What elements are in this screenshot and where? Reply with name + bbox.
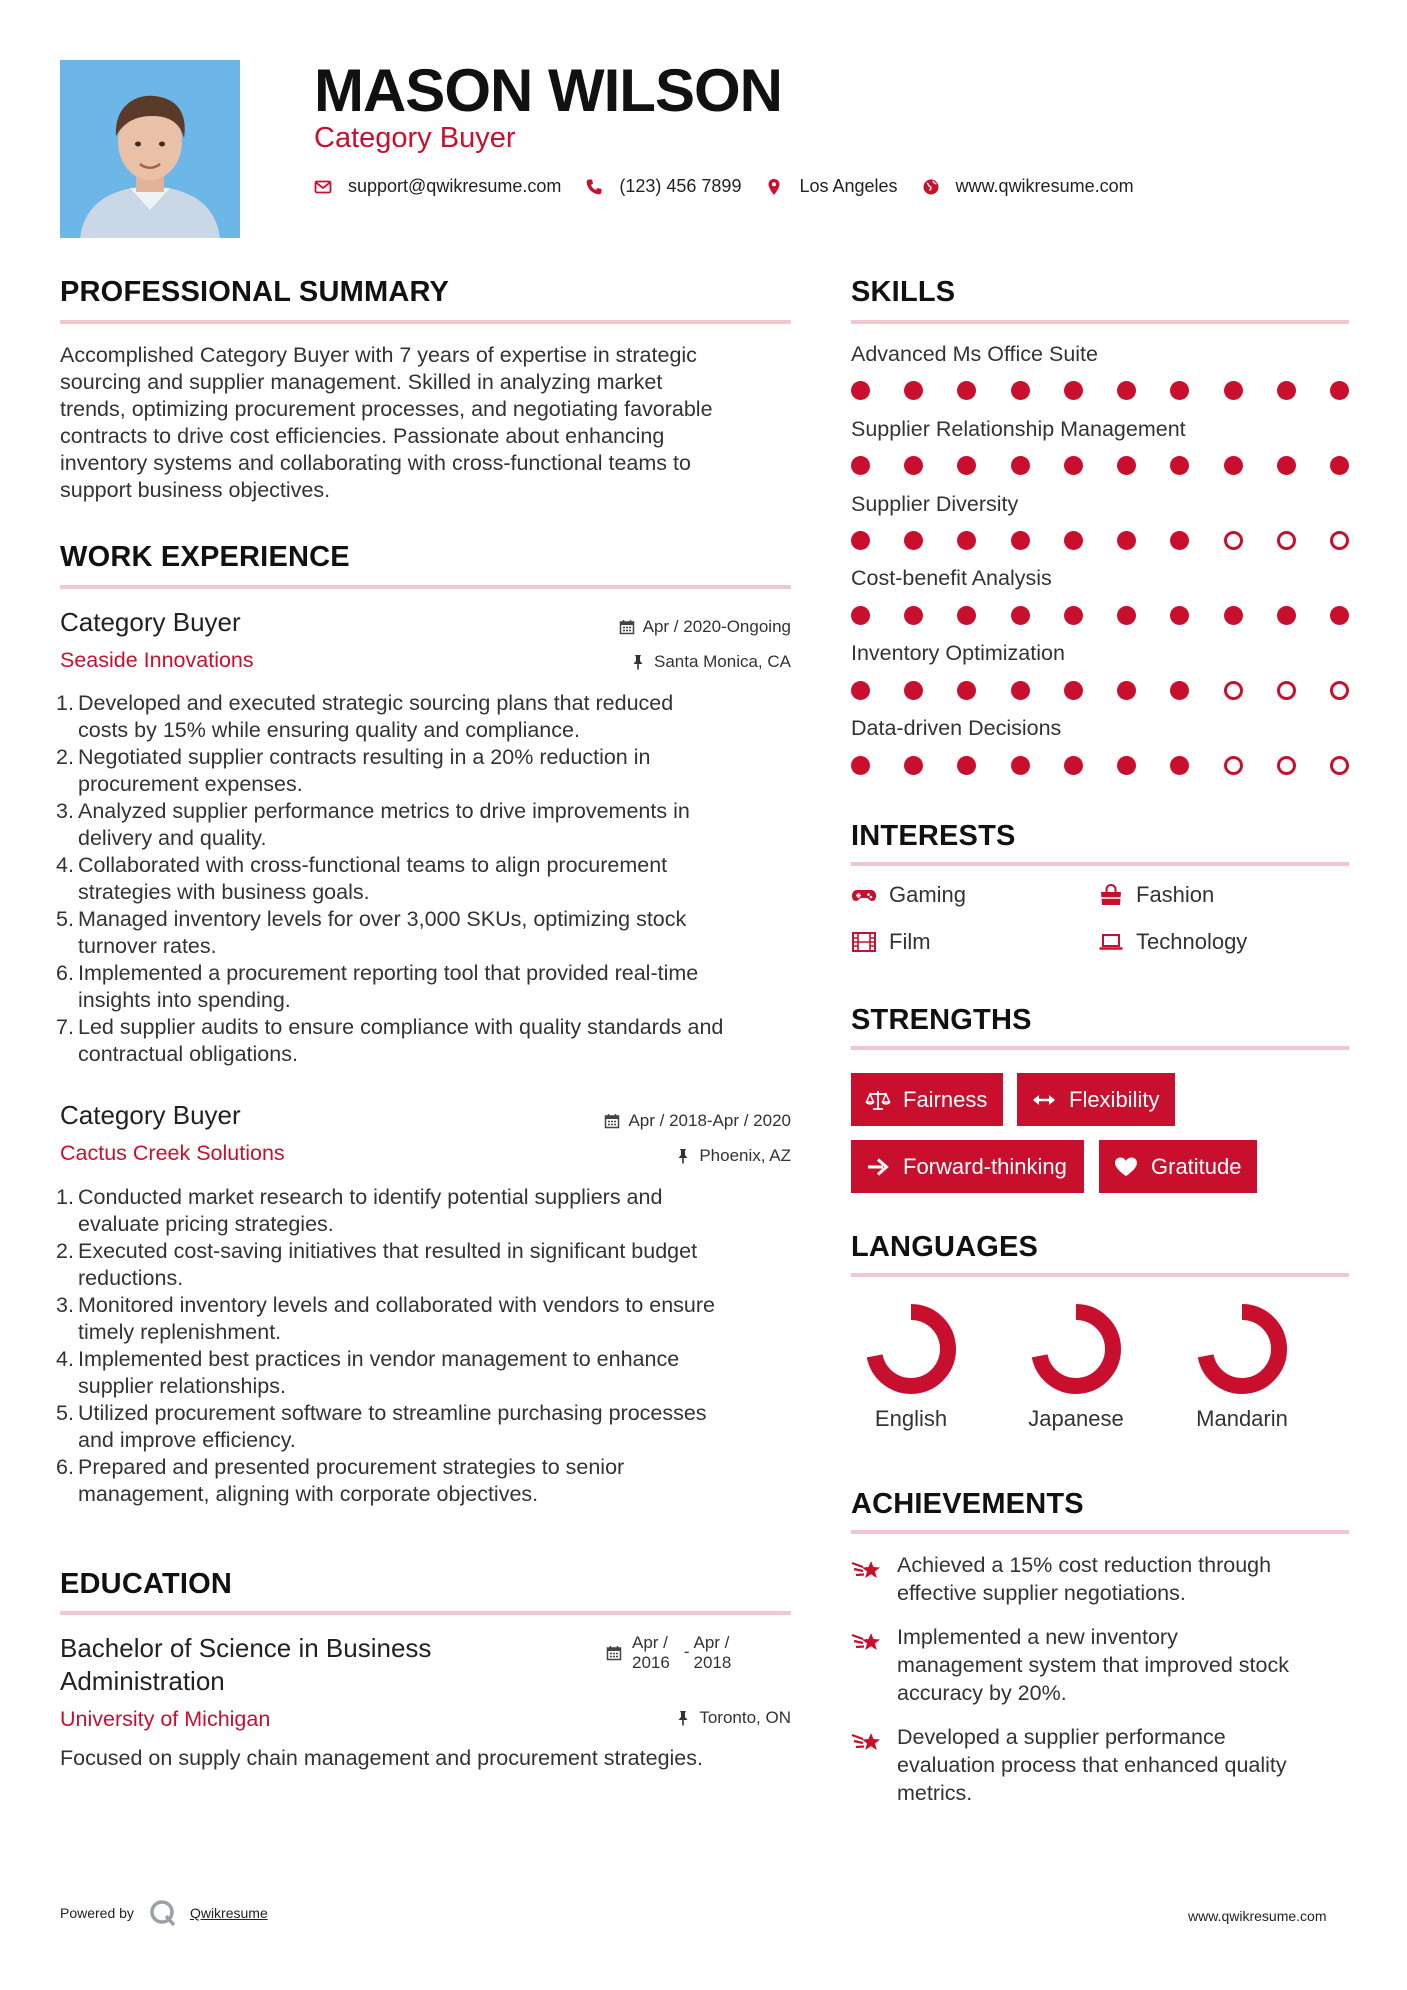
interest-item	[851, 929, 931, 955]
list-number: 2.	[56, 1239, 74, 1263]
rating-dot-filled	[1224, 606, 1243, 625]
list-line: Collaborated with cross-functional teams to align procurement	[78, 853, 668, 877]
list-line: strategies with business goals.	[78, 880, 370, 904]
skill-name: Cost-benefit Analysis	[851, 566, 1052, 590]
language-item	[996, 1300, 1156, 1432]
achievement-text	[897, 1623, 1289, 1707]
section-title-summary: PROFESSIONAL SUMMARY	[60, 276, 450, 308]
list-line: Executed cost-saving initiatives that resulted in significant budget	[78, 1239, 698, 1263]
strength-label: Gratitude	[1151, 1153, 1242, 1179]
job-location-text: Phoenix, AZ	[699, 1146, 791, 1165]
contact-email-text: support@qwikresume.com	[348, 176, 562, 196]
achievement-line: Implemented a new inventory	[897, 1625, 1178, 1649]
strength-label: Forward-thinking	[903, 1153, 1067, 1179]
date-year: 2018	[693, 1653, 732, 1672]
arrow-right-icon	[865, 1156, 891, 1178]
education-location-text: Toronto, ON	[699, 1708, 791, 1727]
language-progress-arc	[1040, 1312, 1113, 1386]
rating-dot-filled	[1277, 606, 1296, 625]
rating-dot-filled	[904, 681, 923, 700]
list-item	[56, 1184, 800, 1238]
strength-label: Fairness	[903, 1086, 988, 1112]
skill-rating	[851, 681, 1349, 701]
achievement-line: evaluation process that enhanced quality	[897, 1753, 1287, 1777]
rating-dot-filled	[957, 381, 976, 400]
achievement-line: management system that improved stock	[897, 1653, 1289, 1677]
skill-name: Advanced Ms Office Suite	[851, 342, 1098, 366]
rating-dot-filled	[957, 756, 976, 775]
pushpin-icon	[675, 1148, 691, 1164]
language-progress-ring	[1027, 1300, 1125, 1398]
globe-icon	[922, 178, 940, 196]
list-number: 5.	[56, 1401, 74, 1425]
skill-rating	[851, 756, 1349, 776]
rating-dot-filled	[1277, 381, 1296, 400]
section-title-experience: WORK EXPERIENCE	[60, 541, 350, 573]
section-divider	[60, 585, 791, 589]
strength-label: Flexibility	[1069, 1086, 1160, 1112]
rating-dot-filled	[904, 456, 923, 475]
list-number: 6.	[56, 1455, 74, 1479]
skill-name: Supplier Relationship Management	[851, 417, 1186, 441]
language-label: English	[874, 1406, 948, 1431]
rating-dot-filled	[851, 681, 870, 700]
rating-dot-filled	[957, 681, 976, 700]
interest-label: Gaming	[889, 882, 967, 907]
list-item	[56, 1014, 800, 1068]
summary-text	[60, 342, 800, 504]
skill-name: Data-driven Decisions	[851, 716, 1062, 740]
list-line: Implemented best practices in vendor management to enhance	[78, 1347, 680, 1371]
list-number: 5.	[56, 907, 74, 931]
list-line: delivery and quality.	[78, 826, 267, 850]
rating-dot-filled	[904, 381, 923, 400]
strength-badge	[851, 1073, 1003, 1126]
rating-dot-filled	[1170, 456, 1189, 475]
list-line: supplier relationships.	[78, 1374, 286, 1398]
list-item	[56, 1346, 800, 1400]
section-title-skills: SKILLS	[851, 276, 956, 308]
list-item	[56, 906, 800, 960]
achievement-line: Achieved a 15% cost reduction through	[897, 1553, 1272, 1577]
profile-photo	[60, 60, 240, 238]
section-divider	[60, 1611, 791, 1615]
degree-line: Administration	[60, 1666, 225, 1696]
list-item	[56, 744, 800, 798]
interest-item	[851, 882, 966, 908]
date-separator: -	[683, 1642, 690, 1661]
education-location	[560, 1708, 791, 1728]
list-line: Prepared and presented procurement strategies to senior	[78, 1455, 625, 1479]
job-title: Category Buyer	[60, 1100, 241, 1130]
achievement-text	[897, 1551, 1271, 1607]
job-bullets	[56, 690, 800, 1068]
list-item	[56, 1454, 800, 1508]
list-line: contractual obligations.	[78, 1042, 298, 1066]
rating-dot-filled	[1011, 606, 1030, 625]
strength-badge	[1099, 1140, 1257, 1193]
list-number: 6.	[56, 961, 74, 985]
list-number: 3.	[56, 799, 74, 823]
rating-dot-empty	[1330, 681, 1349, 700]
language-progress-arc	[1206, 1312, 1279, 1386]
rating-dot-filled	[1064, 606, 1083, 625]
skill-rating	[851, 381, 1349, 401]
section-title-achievements: ACHIEVEMENTS	[851, 1488, 1084, 1520]
job-dates	[540, 1111, 791, 1131]
degree-title	[60, 1632, 431, 1698]
rating-dot-filled	[1064, 681, 1083, 700]
company-name: Cactus Creek Solutions	[60, 1141, 285, 1165]
list-number: 7.	[56, 1015, 74, 1039]
summary-line: support business objectives.	[60, 478, 331, 502]
rating-dot-filled	[1117, 681, 1136, 700]
skill-rating	[851, 531, 1349, 551]
list-line: Developed and executed strategic sourcing plans that reduced	[78, 691, 674, 715]
list-item	[56, 690, 800, 744]
section-divider	[851, 862, 1349, 866]
date-year: 2016	[632, 1653, 670, 1672]
strength-badge	[1017, 1073, 1175, 1126]
powered-by-text: Powered by	[60, 1905, 134, 1921]
rating-dot-empty	[1277, 681, 1296, 700]
shooting-star-icon	[851, 1727, 885, 1757]
list-number: 4.	[56, 853, 74, 877]
section-title-interests: INTERESTS	[851, 820, 1016, 852]
list-line: Monitored inventory levels and collaborated with vendors to ensure	[78, 1293, 716, 1317]
section-title-education: EDUCATION	[60, 1568, 233, 1600]
list-line: turnover rates.	[78, 934, 217, 958]
rating-dot-empty	[1330, 756, 1349, 775]
rating-dot-filled	[1064, 381, 1083, 400]
summary-line: trends, optimizing procurement processes, and negotiating favorable	[60, 397, 713, 421]
date-month: Apr /	[693, 1633, 730, 1652]
section-divider	[851, 1530, 1349, 1534]
footer-website[interactable]: www.qwikresume.com	[1188, 1908, 1327, 1924]
laptop-icon	[1098, 931, 1124, 953]
section-title-languages: LANGUAGES	[851, 1231, 1039, 1263]
rating-dot-empty	[1224, 756, 1243, 775]
rating-dot-filled	[1117, 531, 1136, 550]
job-location-text: Santa Monica, CA	[653, 652, 791, 671]
rating-dot-empty	[1224, 681, 1243, 700]
rating-dot-filled	[1224, 456, 1243, 475]
interest-item	[1098, 882, 1214, 908]
section-title-strengths: STRENGTHS	[851, 1004, 1032, 1036]
summary-line: inventory systems and collaborating with cross-functional teams to	[60, 451, 691, 475]
contact-phone[interactable]	[585, 176, 741, 197]
envelope-icon	[314, 178, 332, 196]
contact-website-text: www.qwikresume.com	[955, 176, 1134, 196]
shopping-bag-icon	[1098, 884, 1124, 906]
contact-website[interactable]	[922, 176, 1134, 197]
rating-dot-filled	[1117, 456, 1136, 475]
language-label: Mandarin	[1196, 1406, 1288, 1431]
rating-dot-filled	[1170, 381, 1189, 400]
education-description: Focused on supply chain management and procurement strategies.	[60, 1746, 703, 1770]
list-line: procurement expenses.	[78, 772, 303, 796]
pushpin-icon	[675, 1710, 691, 1726]
list-line: timely replenishment.	[78, 1320, 282, 1344]
rating-dot-filled	[1170, 756, 1189, 775]
list-line: reductions.	[78, 1266, 184, 1290]
achievement-line: accuracy by 20%.	[897, 1681, 1067, 1705]
list-item	[56, 1292, 800, 1346]
date-month: Apr /	[632, 1633, 668, 1652]
language-progress-ring	[862, 1300, 960, 1398]
gamepad-icon	[851, 884, 877, 906]
list-line: Managed inventory levels for over 3,000 SKUs, optimizing stock	[78, 907, 687, 931]
job-dates-text: Apr / 2020-Ongoing	[642, 617, 791, 636]
arrows-horizontal-icon	[1031, 1089, 1057, 1111]
skill-rating	[851, 456, 1349, 476]
language-item	[1162, 1300, 1322, 1432]
shooting-star-icon	[851, 1627, 885, 1657]
rating-dot-filled	[1011, 381, 1030, 400]
candidate-name: MASON WILSON	[314, 57, 782, 124]
summary-line: Accomplished Category Buyer with 7 years of expertise in strategic	[60, 343, 697, 367]
list-number: 2.	[56, 745, 74, 769]
job-location	[560, 1146, 791, 1166]
achievement-item	[851, 1551, 1351, 1607]
contact-location	[765, 176, 897, 197]
job-bullets	[56, 1184, 800, 1508]
list-item	[56, 960, 800, 1014]
rating-dot-filled	[1064, 456, 1083, 475]
job-dates-text: Apr / 2018-Apr / 2020	[628, 1111, 791, 1130]
list-line: Led supplier audits to ensure compliance with quality standards and	[78, 1015, 724, 1039]
rating-dot-filled	[1170, 606, 1189, 625]
list-number: 1.	[56, 1185, 74, 1209]
section-divider	[60, 320, 791, 324]
pushpin-icon	[630, 654, 646, 670]
job-title: Category Buyer	[60, 607, 241, 637]
list-item	[56, 798, 800, 852]
rating-dot-empty	[1330, 531, 1349, 550]
rating-dot-filled	[1117, 606, 1136, 625]
list-line: evaluate pricing strategies.	[78, 1212, 334, 1236]
section-divider	[851, 320, 1349, 324]
list-line: Implemented a procurement reporting tool that provided real-time	[78, 961, 699, 985]
contact-location-text: Los Angeles	[799, 176, 898, 196]
calendar-icon	[619, 619, 635, 635]
degree-line: Bachelor of Science in Business	[60, 1633, 432, 1663]
language-item	[831, 1300, 991, 1432]
section-divider	[851, 1273, 1349, 1277]
rating-dot-empty	[1224, 531, 1243, 550]
rating-dot-filled	[1011, 456, 1030, 475]
rating-dot-filled	[957, 606, 976, 625]
rating-dot-filled	[1064, 756, 1083, 775]
achievement-item	[851, 1723, 1351, 1807]
rating-dot-filled	[1011, 681, 1030, 700]
job-location	[560, 652, 791, 672]
rating-dot-filled	[1170, 531, 1189, 550]
job-dates	[560, 617, 791, 637]
list-line: Conducted market research to identify potential suppliers and	[78, 1185, 663, 1209]
interest-item	[1098, 929, 1247, 955]
language-label: Japanese	[1028, 1406, 1124, 1431]
shooting-star-icon	[851, 1555, 885, 1585]
list-line: Utilized procurement software to streamline purchasing processes	[78, 1401, 707, 1425]
rating-dot-filled	[851, 756, 870, 775]
rating-dot-filled	[1330, 381, 1349, 400]
rating-dot-empty	[1277, 531, 1296, 550]
interest-label: Film	[889, 929, 931, 954]
summary-line: sourcing and supplier management. Skilled in analyzing market	[60, 370, 663, 394]
rating-dot-filled	[1011, 756, 1030, 775]
achievement-line: metrics.	[897, 1781, 973, 1805]
summary-line: contracts to drive cost efficiencies. Passionate about enhancing	[60, 424, 665, 448]
rating-dot-filled	[1117, 381, 1136, 400]
strength-badge	[851, 1140, 1084, 1193]
section-divider	[851, 1046, 1349, 1050]
education-start	[632, 1633, 670, 1673]
rating-dot-filled	[904, 606, 923, 625]
list-number: 4.	[56, 1347, 74, 1371]
list-line: Negotiated supplier contracts resulting in a 20% reduction in	[78, 745, 651, 769]
qwikresume-logo-icon	[148, 1898, 178, 1928]
interest-label: Technology	[1136, 929, 1248, 954]
school-name: University of Michigan	[60, 1707, 271, 1731]
rating-dot-filled	[851, 531, 870, 550]
rating-dot-filled	[1117, 756, 1136, 775]
rating-dot-filled	[851, 606, 870, 625]
rating-dot-filled	[1170, 681, 1189, 700]
calendar-icon	[604, 1113, 620, 1129]
list-item	[56, 852, 800, 906]
qwikresume-link[interactable]: Qwikresume	[189, 1905, 268, 1921]
achievement-item	[851, 1623, 1351, 1707]
rating-dot-filled	[1330, 456, 1349, 475]
interest-label: Fashion	[1136, 882, 1215, 907]
list-line: insights into spending.	[78, 988, 291, 1012]
rating-dot-filled	[1011, 531, 1030, 550]
contact-email[interactable]	[314, 176, 561, 197]
rating-dot-filled	[904, 756, 923, 775]
rating-dot-filled	[851, 381, 870, 400]
achievement-text	[897, 1723, 1287, 1807]
candidate-role: Category Buyer	[314, 122, 516, 154]
heart-icon	[1113, 1156, 1139, 1178]
list-item	[56, 1400, 800, 1454]
skill-rating	[851, 606, 1349, 626]
list-line: and improve efficiency.	[78, 1428, 296, 1452]
education-dates	[606, 1633, 731, 1673]
achievement-line: effective supplier negotiations.	[897, 1581, 1186, 1605]
rating-dot-filled	[1277, 456, 1296, 475]
calendar-icon	[606, 1645, 622, 1661]
language-progress-ring	[1193, 1300, 1291, 1398]
rating-dot-empty	[1277, 756, 1296, 775]
film-icon	[851, 931, 877, 953]
map-pin-icon	[765, 178, 783, 196]
rating-dot-filled	[957, 531, 976, 550]
rating-dot-filled	[957, 456, 976, 475]
skill-name: Supplier Diversity	[851, 492, 1019, 516]
rating-dot-filled	[1224, 381, 1243, 400]
footer-powered-by	[60, 1898, 268, 1928]
rating-dot-filled	[851, 456, 870, 475]
rating-dot-filled	[904, 531, 923, 550]
company-name: Seaside Innovations	[60, 648, 254, 672]
achievement-line: Developed a supplier performance	[897, 1725, 1226, 1749]
education-end	[694, 1633, 732, 1673]
list-number: 3.	[56, 1293, 74, 1317]
skill-name: Inventory Optimization	[851, 641, 1065, 665]
list-line: management, aligning with corporate objectives.	[78, 1482, 539, 1506]
list-line: Analyzed supplier performance metrics to drive improvements in	[78, 799, 690, 823]
contact-phone-text: (123) 456 7899	[619, 176, 742, 196]
phone-icon	[585, 178, 603, 196]
contact-bar	[314, 176, 1158, 197]
rating-dot-filled	[1064, 531, 1083, 550]
balance-scale-icon	[865, 1089, 891, 1111]
list-item	[56, 1238, 800, 1292]
language-progress-arc	[875, 1312, 948, 1386]
list-line: costs by 15% while ensuring quality and compliance.	[78, 718, 580, 742]
list-number: 1.	[56, 691, 74, 715]
rating-dot-filled	[1330, 606, 1349, 625]
